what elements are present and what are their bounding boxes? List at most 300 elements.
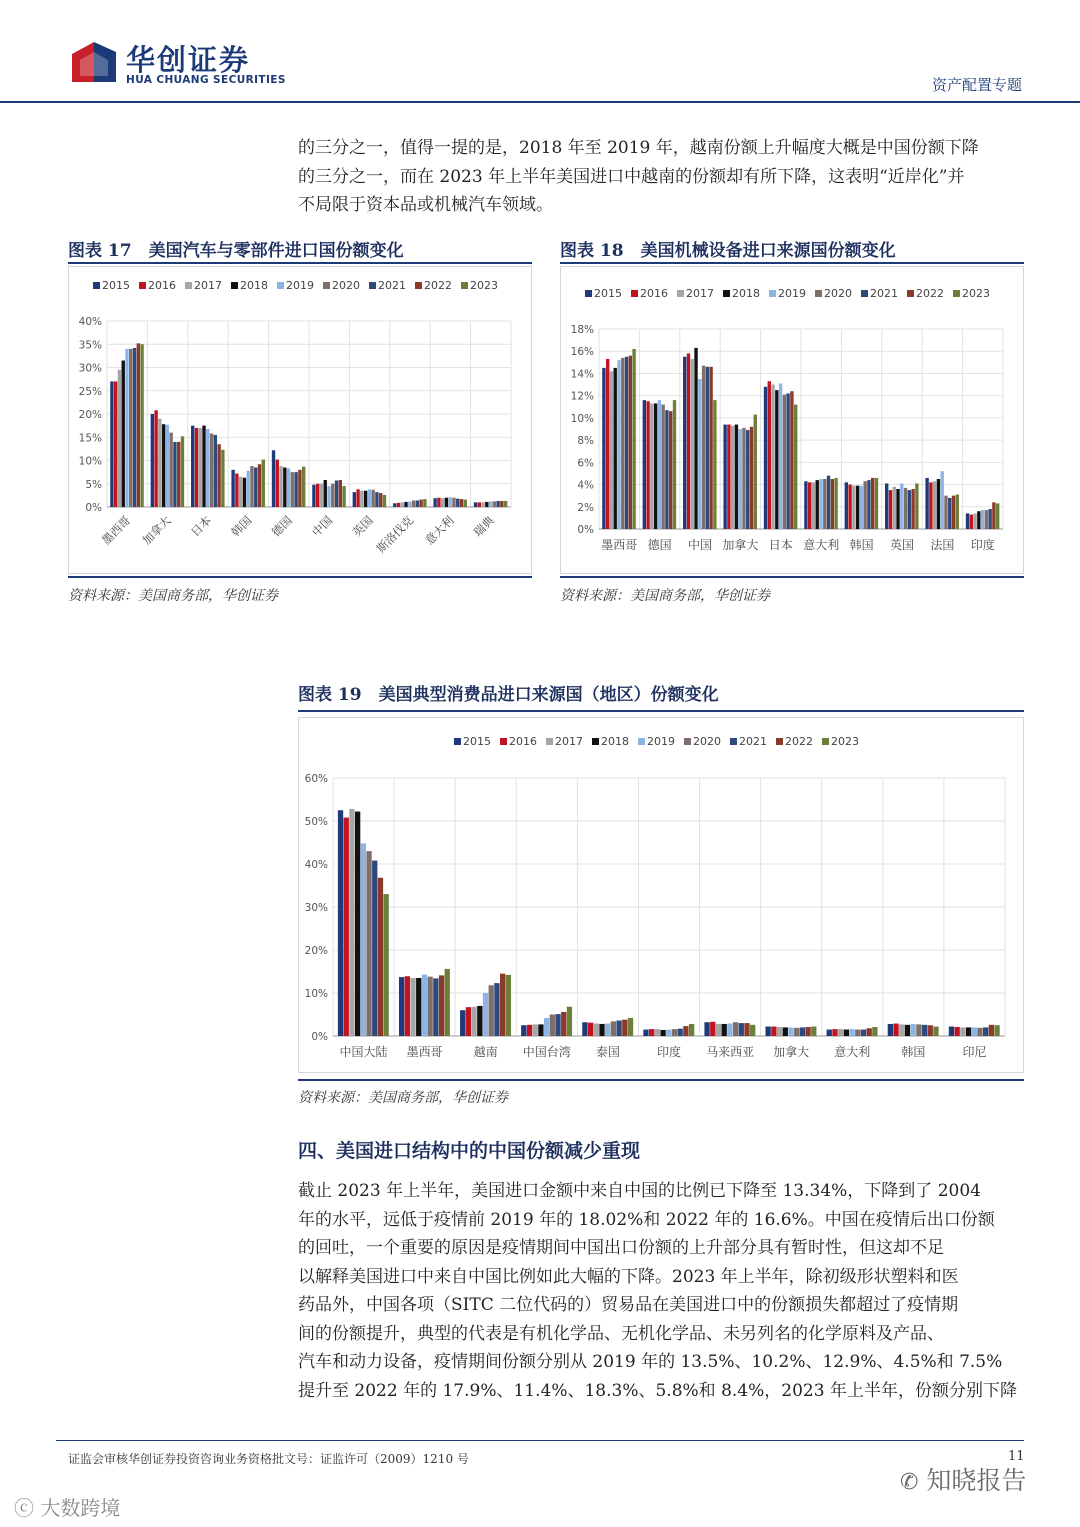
bar [125,349,128,507]
bar [683,357,686,529]
legend-swatch [546,738,553,745]
fig17-bottom-rule [68,576,532,578]
bar [206,429,209,507]
bar [808,482,811,529]
bar [250,466,253,507]
legend-label: 2016 [148,279,176,292]
bar [422,975,427,1036]
bar [368,489,371,507]
bar [272,450,275,507]
watermark-left-text: 大数跨境 [40,1496,121,1520]
bar [933,481,936,529]
fig19-source: 资料来源：美国商务部，华创证券 [298,1090,508,1106]
bar [893,1024,898,1036]
header-tag: 资产配置专题 [931,76,1022,94]
bar [661,405,664,529]
bar [399,977,404,1036]
bar [521,1025,526,1036]
legend-swatch [585,290,592,297]
legend-label: 2021 [739,735,767,748]
legend-label: 2016 [509,735,537,748]
body-line: 年的水平，远低于疫情前 2019 年的 18.02%和 2022 年的 16.6%。中国在疫情后出口份额 [298,1209,995,1230]
bar [137,343,140,507]
legend-swatch [415,282,422,289]
bar [483,993,488,1036]
bar [834,478,837,529]
bar [500,501,503,507]
legend-label: 2020 [693,735,721,748]
y-tick-label: 0% [311,1031,328,1043]
bar [383,495,386,507]
bar [766,1027,771,1036]
bar [904,488,907,529]
y-tick-label: 8% [577,435,594,448]
bar [856,486,859,529]
bar [649,1029,654,1036]
bar [916,1024,921,1036]
bar [506,975,511,1036]
bar [356,489,359,507]
bar [893,487,896,529]
bar [460,499,463,507]
bar [481,502,484,507]
bar [811,1027,816,1036]
bar [401,502,404,507]
bar [871,478,874,529]
bar [133,348,136,507]
bar [977,1028,982,1036]
bar [605,1024,610,1036]
bar [922,1025,927,1036]
bar [594,1024,599,1036]
bar [262,460,265,507]
bar [985,510,988,529]
bar [243,478,246,507]
bar [195,428,198,507]
fig17-chart-svg [69,267,531,573]
bar [335,480,338,507]
bar [419,500,422,507]
bar [794,405,797,529]
bar [750,427,753,529]
bar [710,1022,715,1036]
bar [629,356,632,529]
bar [555,1014,560,1036]
bar [683,1026,688,1036]
bar [981,510,984,529]
x-tick-label: 瑞典 [470,513,497,540]
bar [669,411,672,529]
x-tick-label: 泰国 [595,1045,620,1059]
x-tick-label: 中国大陆 [339,1045,388,1059]
bar [433,498,436,507]
bar [949,1027,954,1036]
bar [561,1012,566,1036]
bar [550,1015,555,1037]
bar [746,430,749,529]
bar [353,492,356,507]
legend-label: 2018 [240,279,268,292]
bar [860,486,863,529]
bar [602,368,605,529]
bar [338,810,343,1036]
bar [867,1028,872,1036]
body-line: 的回吐，一个重要的原因是疫情期间中国出口份额的上升部分具有暂时性，但这却不足 [298,1238,944,1258]
legend-label: 2023 [962,287,990,300]
bar [327,486,330,507]
bar [538,1024,543,1036]
bar [632,349,635,529]
bar [110,381,113,507]
x-tick-label: 中国 [309,513,336,540]
bar [452,498,455,507]
bar [911,1024,916,1036]
legend-swatch [684,738,691,745]
legend-swatch [277,282,284,289]
legend-swatch [776,738,783,745]
fig18-chart-svg [561,267,1023,573]
y-tick-label: 10% [304,988,328,1000]
bar [764,387,767,529]
bar [994,1025,999,1036]
bar [567,1007,572,1036]
bar [643,1030,648,1036]
x-tick-label: 意大利 [422,513,457,548]
y-tick-label: 30% [78,362,102,375]
bar [276,460,279,507]
legend-swatch [93,282,100,289]
bar [665,410,668,529]
bar [375,492,378,507]
bar [650,403,653,529]
x-tick-label: 墨西哥 [406,1045,443,1059]
bar [905,1025,910,1036]
legend-swatch [822,738,829,745]
bar [439,975,444,1036]
bar [489,985,494,1036]
bar [456,499,459,507]
bar [771,1027,776,1036]
legend-swatch [454,738,461,745]
legend-label: 2022 [424,279,452,292]
footer-text: 证监会审核华创证券投资咨询业务资格批文号：证监许可（2009）1210 号 [68,1452,469,1466]
bar [247,471,250,507]
bar [235,474,238,507]
y-tick-label: 40% [78,316,102,328]
bar [888,1024,893,1036]
bar [848,485,851,529]
bar [713,400,716,529]
x-tick-label: 日本 [187,513,215,540]
y-tick-label: 25% [78,385,102,398]
bar [366,851,371,1036]
x-tick-label: 意大利 [834,1045,871,1059]
bar [199,428,202,507]
bar [800,1027,805,1036]
bar [956,495,959,529]
x-tick-label: 墨西哥 [601,538,638,552]
bar [231,470,234,507]
bar [500,974,505,1036]
bar [966,513,969,529]
bar [202,426,205,507]
logo-cn: 华创证券 [126,43,251,77]
intro-line: 的三分之一，值得一提的是，2018 年至 2019 年，越南份额上升幅度大概是中国份额下降 [298,138,979,158]
bar [449,497,452,507]
bar [794,1028,799,1036]
bar [973,513,976,529]
bar [750,1025,755,1036]
fig17-rule [68,262,532,264]
bar [239,477,242,507]
y-tick-label: 20% [78,409,102,421]
bar [899,1024,904,1036]
y-tick-label: 10% [570,412,594,425]
bar [643,400,646,529]
bar [689,1024,694,1036]
y-tick-label: 20% [304,945,328,957]
bar [445,498,448,507]
bar [471,1007,476,1036]
bar [722,1024,727,1036]
bar [582,1022,587,1036]
bar [735,425,738,529]
bar [412,500,415,507]
intro-line: 的三分之一，而在 2023 年上半年美国进口中越南的份额却有所下降，这表明“近岸化”并 [298,166,965,187]
section-title: 四、美国进口结构中的中国份额减少重现 [298,1140,641,1162]
bar [210,434,213,507]
bar [709,367,712,529]
legend-label: 2018 [601,735,629,748]
bar [427,977,432,1036]
bar [960,1027,965,1036]
page-number: 11 [1008,1449,1025,1464]
legend-swatch [631,290,638,297]
watermark-left [14,1492,120,1521]
legend-swatch [723,290,730,297]
x-tick-label: 意大利 [803,538,840,552]
legend-label: 2015 [463,735,491,748]
bar [786,393,789,529]
bar [977,511,980,529]
bar [816,480,819,529]
bar [441,498,444,507]
fig19-title: 图表 19 美国典型消费品进口来源国（地区）份额变化 [298,685,719,705]
bar [838,1029,843,1036]
bar [646,401,649,529]
bar [294,472,297,507]
bar [925,478,928,529]
legend-label: 2015 [102,279,130,292]
bar [151,414,154,507]
bar [173,442,176,507]
y-tick-label: 16% [570,346,594,359]
bar [754,415,757,529]
legend-label: 2020 [332,279,360,292]
y-tick-label: 35% [78,339,102,352]
bar [393,503,396,507]
bar [316,484,319,507]
x-tick-label: 德国 [268,513,295,540]
legend-swatch [139,282,146,289]
bar [827,476,830,529]
bar [845,482,848,529]
bar [437,498,440,507]
bar [831,479,834,529]
bar [944,496,947,529]
bar [654,403,657,529]
bar [302,467,305,507]
bar [397,503,400,507]
bar [279,466,282,507]
bar [937,479,940,529]
bar [339,480,342,507]
legend-swatch [592,738,599,745]
bar [485,502,488,507]
bar [928,1025,933,1036]
bar [788,1027,793,1036]
bar [445,969,450,1036]
fig18-bottom-rule [560,576,1024,578]
y-tick-label: 60% [304,773,328,785]
bar [716,1024,721,1036]
bar [771,385,774,529]
watermark-right-text: 知晓报告 [926,1466,1027,1495]
bar [861,1030,866,1036]
bar [466,1007,471,1036]
bar [372,861,377,1036]
y-tick-label: 10% [78,455,102,468]
bar [214,435,217,507]
legend-label: 2016 [640,287,668,300]
x-tick-label: 加拿大 [722,538,759,552]
y-tick-label: 15% [78,432,102,445]
bar [966,1027,971,1036]
legend-label: 2019 [286,279,314,292]
bar [154,410,157,507]
y-tick-label: 4% [577,479,594,492]
x-tick-label: 韩国 [901,1045,926,1059]
bar [527,1025,532,1036]
y-tick-label: 2% [577,501,594,514]
intro-paragraph [298,134,1024,220]
bar [533,1024,538,1036]
bar [889,490,892,529]
bar [775,390,778,529]
bar [812,482,815,529]
body-line: 截止 2023 年上半年，美国进口金额中来自中国的比例已下降至 13.34%，下降到了 2004 [298,1181,981,1201]
body-line: 间的份额提升，典型的代表是有机化学品、无机化学品、未另列名的化学原料及产品、 [298,1323,944,1344]
bar [371,490,374,507]
bar [588,1023,593,1036]
legend-label: 2017 [555,735,583,748]
fig18-rule [560,262,1024,264]
bar [378,878,383,1036]
y-tick-label: 0% [85,502,102,514]
bar [364,491,367,507]
legend-swatch [677,290,684,297]
body-paragraph [298,1177,1024,1405]
legend-label: 2019 [778,287,806,300]
bar [622,1020,627,1036]
x-tick-label: 越南 [473,1045,498,1059]
bar [416,978,421,1036]
bar [610,371,613,529]
x-tick-label: 印度 [656,1045,682,1059]
header-rule [0,101,1080,103]
bar [706,367,709,529]
legend-label: 2019 [647,735,675,748]
body-line: 汽车和动力设备，疫情期间份额分别从 2019 年的 13.5%、10.2%、12.9%、4.5%和 7.5% [298,1352,1003,1372]
fig19-rule [298,710,1024,712]
x-tick-label: 韩国 [228,513,255,540]
bar [166,425,169,507]
y-tick-label: 12% [570,390,594,403]
fig19-bottom-rule [298,1079,1024,1081]
y-tick-label: 40% [304,859,328,871]
legend-swatch [953,290,960,297]
bar [666,1030,671,1036]
bar [832,1029,837,1036]
bar [727,1024,732,1036]
legend-label: 2015 [594,287,622,300]
body-line: 以解释美国进口中来自中国比例如此大幅的下降。2023 年上半年，除初级形状塑料和医 [298,1266,959,1287]
x-tick-label: 印度 [970,538,995,552]
x-tick-label: 加拿大 [139,513,174,548]
bar [129,349,132,507]
bar [779,383,782,529]
body-line: 药品外，中国各项（SITC 二位代码的）贸易品在美国进口中的份额损失都超过了疫情期 [298,1295,959,1315]
bar [114,381,117,507]
fig19-chart-svg [299,718,1023,1072]
footer-rule [56,1440,1024,1441]
bar [900,483,903,529]
legend-swatch [815,290,822,297]
bar [658,400,661,529]
bar [988,509,991,529]
bar [929,482,932,529]
bar [933,1027,938,1036]
bar [855,1030,860,1036]
bar [361,843,366,1036]
bar [416,500,419,507]
bar [118,370,121,507]
x-tick-label: 中国台湾 [522,1045,571,1059]
bar [989,1025,994,1036]
fig19-chart [298,717,1024,1073]
bar [983,1027,988,1036]
bar [970,515,973,529]
x-tick-label: 日本 [768,538,793,552]
legend-swatch [323,282,330,289]
bar [191,426,194,507]
bar [731,426,734,529]
watermark-logo-icon: ⓒ [14,1496,34,1520]
fig18-source: 资料来源：美国商务部，华创证券 [560,588,770,604]
bar [727,425,730,529]
bar [320,484,323,507]
body-line: 提升至 2022 年的 17.9%、11.4%、18.3%、5.8%和 8.4%，2023 年上半年，份额分别下降 [298,1380,1017,1401]
bar [804,481,807,529]
bar [158,419,161,507]
bar [952,496,955,529]
legend-label: 2022 [916,287,944,300]
x-tick-label: 加拿大 [773,1045,810,1059]
bar [349,809,354,1036]
bar [885,483,888,529]
fig17-title: 图表 17 美国汽车与零部件进口国份额变化 [68,241,404,261]
bar [941,471,944,529]
